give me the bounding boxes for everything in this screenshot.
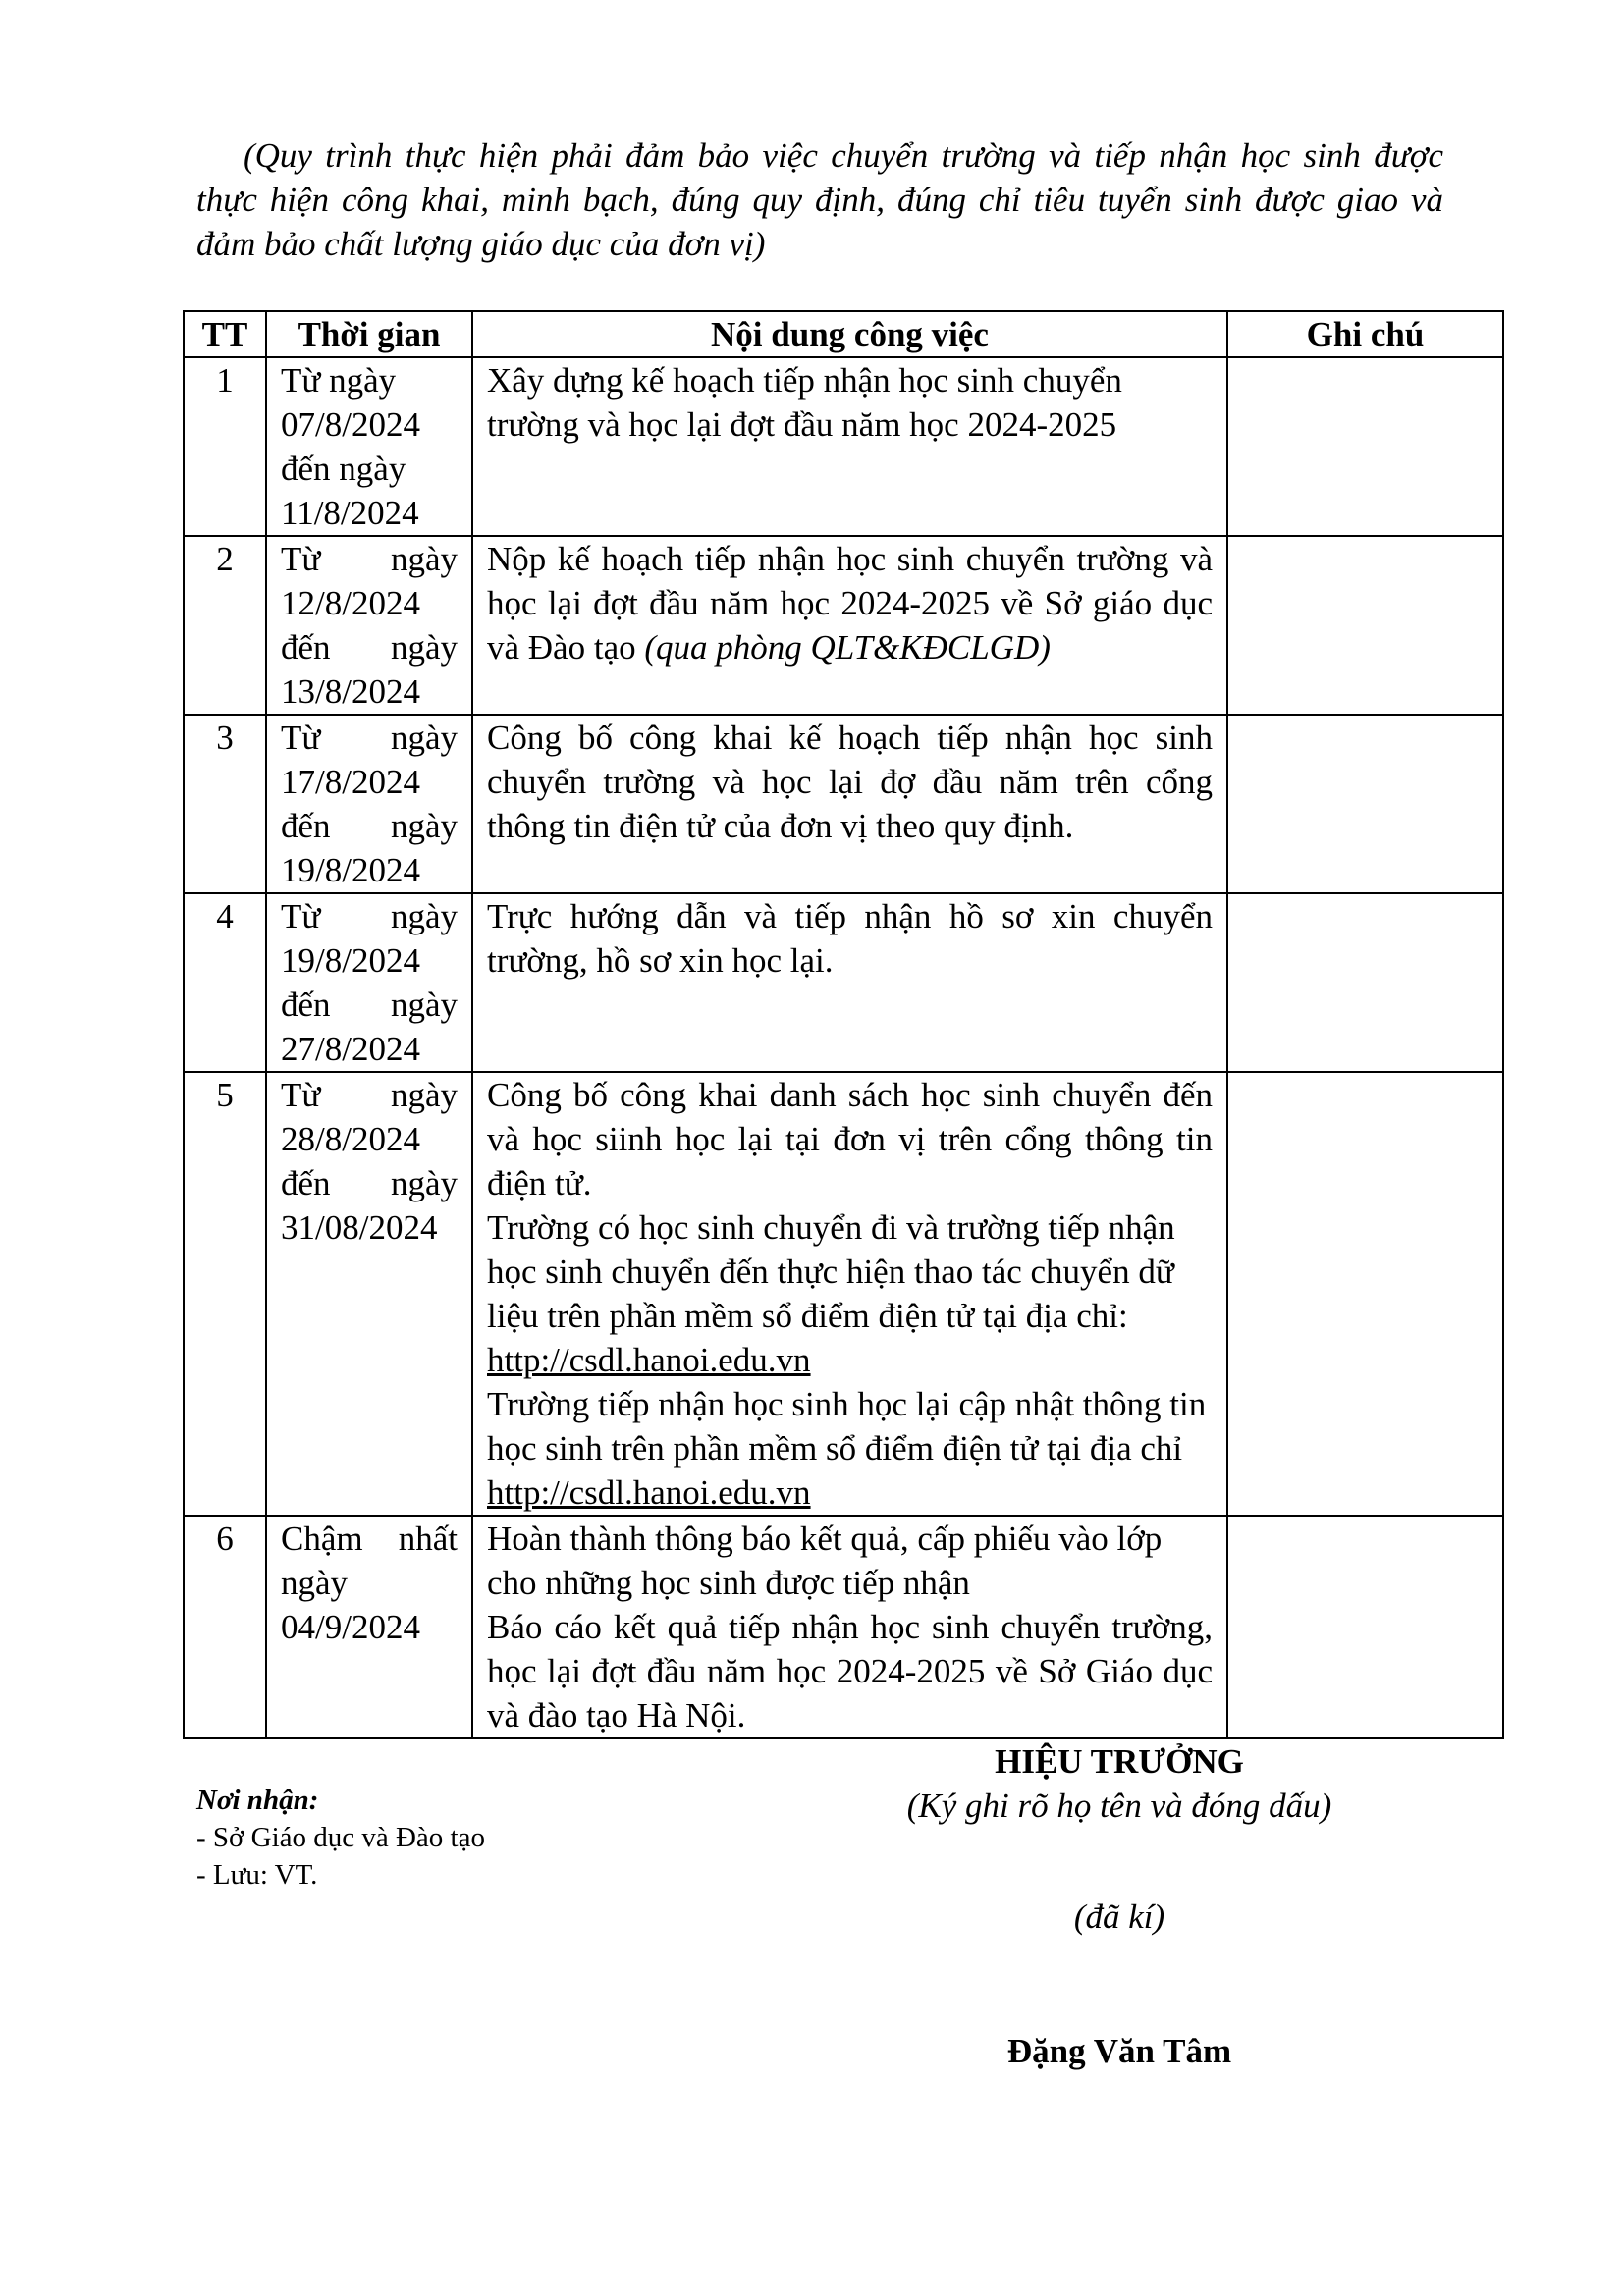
header-tt: TT [184,311,266,357]
schedule-table [183,310,1504,1739]
table-row [184,715,1503,893]
signer-instruction: (Ký ghi rõ họ tên và đóng dấu) [906,1787,1332,1825]
cell-note [1227,1072,1503,1516]
table-header-row [184,311,1503,357]
signed-mark: (đã kí) [1073,1897,1165,1936]
cell-tt: 5 [184,1072,266,1516]
cell-content [472,536,1227,715]
cell-tt: 1 [184,357,266,536]
time-line: 19/8/2024 [281,941,420,980]
cell-note [1227,357,1503,536]
content-text: Xây dựng kế hoạch tiếp nhận học sinh chuyển trường và học lại đợt đầu năm học 2024-2025 [487,361,1122,444]
time-line: 27/8/2024 [281,1030,420,1068]
cell-content [472,1516,1227,1738]
recipient-item: - Lưu: VT. [196,1859,318,1891]
table-row [184,1072,1503,1516]
cell-tt: 3 [184,715,266,893]
time-line: Từ ngày [281,540,458,578]
csdl-link[interactable]: http://csdl.hanoi.edu.vn [487,1341,811,1379]
recipient-item: - Sở Giáo dục và Đào tạo [196,1822,485,1853]
table-row [184,357,1503,536]
time-line: 17/8/2024 [281,763,420,801]
cell-time [266,536,472,715]
content-p2: Trường có học sinh chuyển đi và trường tiếp nhận học sinh chuyển đến thực hiện thao tác chuyển dữ liệu trên phần mềm sổ điểm điện tử tại địa chỉ: [487,1208,1175,1335]
cell-tt: 6 [184,1516,266,1738]
table-row [184,1516,1503,1738]
time-line: 28/8/2024 [281,1120,420,1158]
time-line: 12/8/2024 [281,584,420,622]
cell-time [266,1516,472,1738]
cell-note [1227,893,1503,1072]
time-line: ngày [281,1564,349,1602]
content-text: Công bố công khai danh sách học sinh chuyển đến và học siinh học lại tại đơn vị trên cổng thông tin điện tử. [487,1076,1213,1202]
time-line: đến ngày [281,807,458,845]
content-text: Hoàn thành thông báo kết quả, cấp phiếu vào lớp cho những học sinh được tiếp nhận [487,1520,1163,1602]
cell-content [472,715,1227,893]
time-line: 19/8/2024 [281,851,420,889]
time-line: 07/8/2024 [281,405,420,444]
recipients-block [196,1782,485,1894]
content-text [487,1205,1213,1382]
time-line: 31/08/2024 [281,1208,438,1247]
time-line: đến ngày [281,1164,458,1202]
cell-time [266,893,472,1072]
cell-time [266,1072,472,1516]
content-p3: Trường tiếp nhận học sinh học lại cập nhật thông tin học sinh trên phần mềm sổ điểm điện tử tại địa chỉ [487,1385,1207,1468]
time-line: 11/8/2024 [281,494,419,532]
recipients-title: Nơi nhận: [196,1785,319,1816]
time-line: Từ ngày [281,719,458,757]
cell-note [1227,715,1503,893]
signature-block [844,1739,1394,2073]
header-note: Ghi chú [1227,311,1503,357]
cell-note [1227,536,1503,715]
table-row [184,536,1503,715]
cell-tt: 4 [184,893,266,1072]
csdl-link[interactable]: http://csdl.hanoi.edu.vn [487,1473,811,1512]
time-line: đến ngày [281,450,406,488]
table-row [184,893,1503,1072]
time-line: đến ngày [281,628,458,667]
cell-note [1227,1516,1503,1738]
cell-time [266,357,472,536]
cell-time [266,715,472,893]
content-text: Báo cáo kết quả tiếp nhận học sinh chuyển trường, học lại đợt đầu năm học 2024-2025 về Sở Giáo dục và đào tạo Hà Nội. [487,1608,1213,1735]
time-line: Chậm nhất [281,1520,458,1558]
time-line: Từ ngày [281,361,397,400]
content-main: Nộp kế hoạch tiếp nhận học sinh chuyển trường và học lại đợt đầu năm học 2024-2025 về Sở giáo dục và Đào tạo [487,540,1213,667]
time-line: đến ngày [281,986,458,1024]
intro-paragraph: (Quy trình thực hiện phải đảm bảo việc chuyển trường và tiếp nhận học sinh được thực hiện công khai, minh bạch, đúng quy định, đúng chỉ tiêu tuyển sinh được giao và đảm bảo chất lượng giáo dục của đơn vị) [196,136,1443,263]
signer-name: Đặng Văn Tâm [1006,2032,1232,2070]
content-text: Công bố công khai kế hoạch tiếp nhận học sinh chuyển trường và học lại đợ đầu năm trên cổng thông tin điện tử của đơn vị theo quy định. [487,719,1213,845]
time-line: 13/8/2024 [281,672,420,711]
time-line: 04/9/2024 [281,1608,420,1646]
cell-content [472,893,1227,1072]
time-line: Từ ngày [281,897,458,935]
header-content: Nội dung công việc [472,311,1227,357]
content-text: Trực hướng dẫn và tiếp nhận hồ sơ xin chuyển trường, hồ sơ xin học lại. [487,897,1213,980]
header-time: Thời gian [266,311,472,357]
signer-title: HIỆU TRƯỞNG [995,1742,1244,1781]
content-text [487,1382,1213,1515]
content-text [487,537,1213,669]
content-italic: (qua phòng QLT&KĐCLGD) [644,628,1051,667]
cell-content [472,1072,1227,1516]
cell-tt: 2 [184,536,266,715]
cell-content [472,357,1227,536]
time-line: Từ ngày [281,1076,458,1114]
